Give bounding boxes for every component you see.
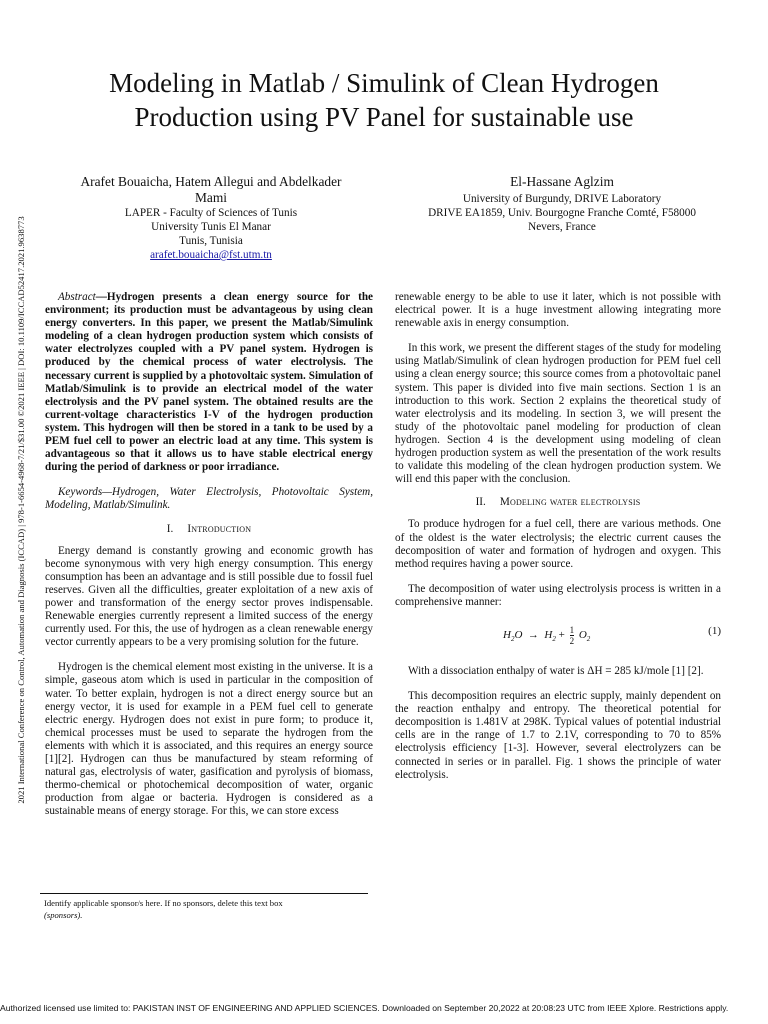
title-line-1: Modeling in Matlab / Simulink of Clean Hydrogen <box>109 68 659 98</box>
right-paragraph-2: In this work, we present the different stages of the study for modeling using Matlab/Simulink of clean hydrogen production for PEM fuel cell using a clean energy source; this source comes from a photovoltaic panel system. This paper is divided into five main sections. Section 1 is an introduction to this work. Section 2 explains the theoretical study of water electrolysis and its modeling. In section 3, we will present the study of the photovoltaic panel modeling for production of clean hydrogen. Section 4 is the development using modeling of clean hydrogen production system as well the presentation of the work results to validate this modeling of the clean hydrogen production system. We will end this paper with the conclusion. <box>395 342 721 486</box>
right-paragraph-4: The decomposition of water using electrolysis process is written in a comprehensive manner: <box>395 582 721 608</box>
intro-paragraph-1: Energy demand is constantly growing and economic growth has become synonymous with very high energy consumption. This energy consumption has been an advantage and is still possible due to fossil fuel reserves. Given all the difficulties, greater exploitation of a new axis of power and transformation of the energy sector proves indispensable. Renewable energies currently represent a limited success of the energy currently used. For this, the use of hydrogen as a clean renewable energy vector currently appears to be a very promising solution for the future. <box>45 544 373 649</box>
author-block-left <box>56 174 366 262</box>
fraction: $\frac{1}{2}$ <box>569 624 575 646</box>
right-paragraph-3: To produce hydrogen for a fuel cell, there are various methods. One of the oldest is the water electrolysis; the electric current causes the decomposition of water and formation of hydrogen and oxygen. This method requires having a power source. <box>395 518 721 570</box>
right-column <box>395 291 721 782</box>
right-paragraph-5: With a dissociation enthalpy of water is ΔH = 285 kJ/mole [1] [2]. <box>408 664 704 677</box>
equation-1 <box>395 617 721 653</box>
section-number: I. <box>166 522 174 535</box>
author-names-line-1: Arafet Bouaicha, Hatem Allegui and Abdelkader <box>80 174 342 189</box>
right-paragraph-6: This decomposition requires an electric supply, mainly dependent on the reaction enthalpy and entropy. The theoretical potential for decomposition is 1.481V at 298K. Typical values of potential industrial cells are in the range of 1.7 to 2.1V, corresponding to 70 to 85% electrolysis efficiency [1-3]. However, several electrolyzers can be connected in series or in parallel. Fig. 1 shows the principle of water electrolysis. <box>395 690 721 781</box>
intro-paragraph-2: Hydrogen is the chemical element most existing in the universe. It is a simple, gaseous atom which is used in particular in the composition of water. To better explain, hydrogen is not a direct energy source but an energy vector, it is used for example in a PEM fuel cell to generate electric energy. Hydrogen does not exist in pure form; to produce it, chemical processes must be used to separate the hydrogen from the elements with which it is associated, and this requires an energy source [1][2]. Hydrogen can thus be manufactured by steam reforming of natural gas, electrolysis of water, gasification and pyrolysis of biomass, thermo-chemical or photochemical decomposition of water, organic production from algae or bacteria. Hydrogen is considered as a sustainable means of energy storage. For this, we can store excess <box>45 661 373 818</box>
paper-title <box>40 66 728 134</box>
abstract-text: —Hydrogen presents a clean energy source for the environment; its production must be advantageous by using clean energy converters. In this paper, we present the Matlab/Simulink modeling of a clean hydrogen production system which consists of water electrolyzes coupled with a PV panel system. Hydrogen is produced by the chemical process of water electrolysis. The necessary current is supplied by a photovoltaic system. Simulation of Matlab/Simulink is to provide an electrical model of the water electrolysis and the PV panel system. The obtained results are the current-voltage characteristics I-V of the hydrogen production system. This hydrogen will then be stored in a tank to be used by a PEM fuel cell to power an electric load at any time. This system is advantageous so that it allows us to have stable electrical energy during the period of darkness or poor irradiance. <box>45 291 373 474</box>
section-title: Introduction <box>187 522 252 535</box>
footnote-sponsors: (sponsors). <box>44 910 83 920</box>
author-affiliation-1: University of Burgundy, DRIVE Laboratory <box>462 193 662 205</box>
footnote <box>44 897 374 921</box>
author-affiliation-3: Nevers, France <box>528 221 596 233</box>
author-name: El-Hassane Aglzim <box>510 174 614 189</box>
footnote-divider <box>40 893 368 894</box>
conference-doi-text: 2021 International Conference on Control, Automation and Diagnosis (ICCAD) | 978-1-6654-4968-7/21/$31.00 ©2021 IEEE | DOI: 10.1109/ICCAD52417.2021.9638773 <box>16 216 26 804</box>
section-title: Modeling water electrolysis <box>499 496 641 509</box>
conference-sidebar <box>11 175 31 845</box>
author-email-link[interactable]: arafet.bouaicha@fst.utm.tn <box>150 249 272 261</box>
equation-number: (1) <box>708 624 721 637</box>
section-number: II. <box>475 496 486 509</box>
author-names-line-2: Mami <box>195 190 227 205</box>
license-notice: Authorized licensed use limited to: PAKISTAN INST OF ENGINEERING AND APPLIED SCIENCES. Downloaded on September 20,2022 at 20:08:23 UTC from IEEE Xplore. Restrictions apply. <box>0 1003 729 1013</box>
author-affiliation-1: LAPER - Faculty of Sciences of Tunis <box>124 207 298 219</box>
abstract-label: Abstract <box>58 291 96 303</box>
title-line-2: Production using PV Panel for sustainable use <box>134 102 634 132</box>
left-column <box>45 291 373 818</box>
author-affiliation-3: Tunis, Tunisia <box>179 235 243 247</box>
author-affiliation-2: University Tunis El Manar <box>151 221 271 233</box>
right-paragraph-1: renewable energy to be able to use it later, which is not possible with electrical power. It is a huge investment allowing integrating more renewable axis in energy consumption. <box>395 291 721 330</box>
author-affiliation-2: DRIVE EA1859, Univ. Bourgogne Franche Comté, F58000 <box>428 207 696 219</box>
section-heading-introduction <box>45 523 373 536</box>
footnote-text: Identify applicable sponsor/s here. If no sponsors, delete this text box <box>44 898 283 908</box>
equation-formula: $H_2O \to H_2$ + $\frac{1}{2}$ $O_2$ <box>503 624 591 646</box>
keywords: Keywords—Hydrogen, Water Electrolysis, Photovoltaic System, Modeling, Matlab/Simulink. <box>45 486 373 512</box>
author-block-right <box>392 174 732 234</box>
section-heading-modeling <box>395 496 721 509</box>
abstract <box>45 291 373 474</box>
